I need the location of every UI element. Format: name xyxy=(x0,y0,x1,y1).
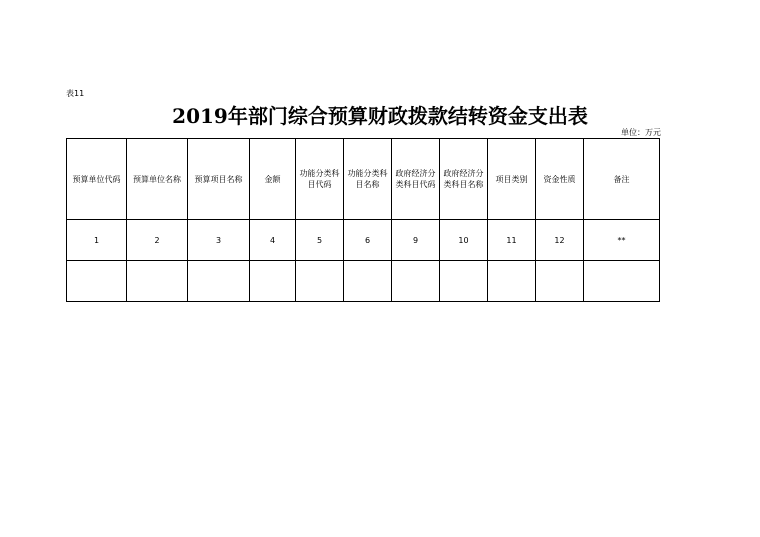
table-cell xyxy=(440,261,488,302)
header-functional-class-code: 功能分类科目代码 xyxy=(296,139,344,220)
table-cell: 9 xyxy=(392,220,440,261)
header-project-category: 项目类别 xyxy=(488,139,536,220)
table-cell xyxy=(536,261,584,302)
table-cell: 2 xyxy=(127,220,188,261)
table-row xyxy=(67,220,660,261)
table-number: 表11 xyxy=(66,89,85,98)
header-row xyxy=(67,139,660,220)
table-cell: 10 xyxy=(440,220,488,261)
header-budget-unit-name: 预算单位名称 xyxy=(127,139,188,220)
header-budget-unit-code: 预算单位代码 xyxy=(67,139,127,220)
table-cell: 6 xyxy=(344,220,392,261)
unit-note: 单位：万元 xyxy=(621,128,661,137)
table-cell xyxy=(584,261,660,302)
table-cell: 11 xyxy=(488,220,536,261)
table-cell xyxy=(250,261,296,302)
header-amount: 金额 xyxy=(250,139,296,220)
expenditure-table xyxy=(66,138,660,302)
table-cell xyxy=(488,261,536,302)
table-cell xyxy=(344,261,392,302)
table-cell xyxy=(296,261,344,302)
header-economic-class-name: 政府经济分类科目名称 xyxy=(440,139,488,220)
table-cell: ** xyxy=(584,220,660,261)
table-cell: 12 xyxy=(536,220,584,261)
header-budget-project-name: 预算项目名称 xyxy=(188,139,250,220)
header-economic-class-code: 政府经济分类科目代码 xyxy=(392,139,440,220)
table-cell: 3 xyxy=(188,220,250,261)
table-cell xyxy=(67,261,127,302)
table-cell xyxy=(188,261,250,302)
page-title: 2019年部门综合预算财政拨款结转资金支出表 xyxy=(172,104,588,128)
table-cell xyxy=(392,261,440,302)
table-cell xyxy=(127,261,188,302)
table-cell: 5 xyxy=(296,220,344,261)
table-cell: 4 xyxy=(250,220,296,261)
header-remarks: 备注 xyxy=(584,139,660,220)
table-cell: 1 xyxy=(67,220,127,261)
table-row xyxy=(67,261,660,302)
header-functional-class-name: 功能分类科目名称 xyxy=(344,139,392,220)
header-fund-nature: 资金性质 xyxy=(536,139,584,220)
